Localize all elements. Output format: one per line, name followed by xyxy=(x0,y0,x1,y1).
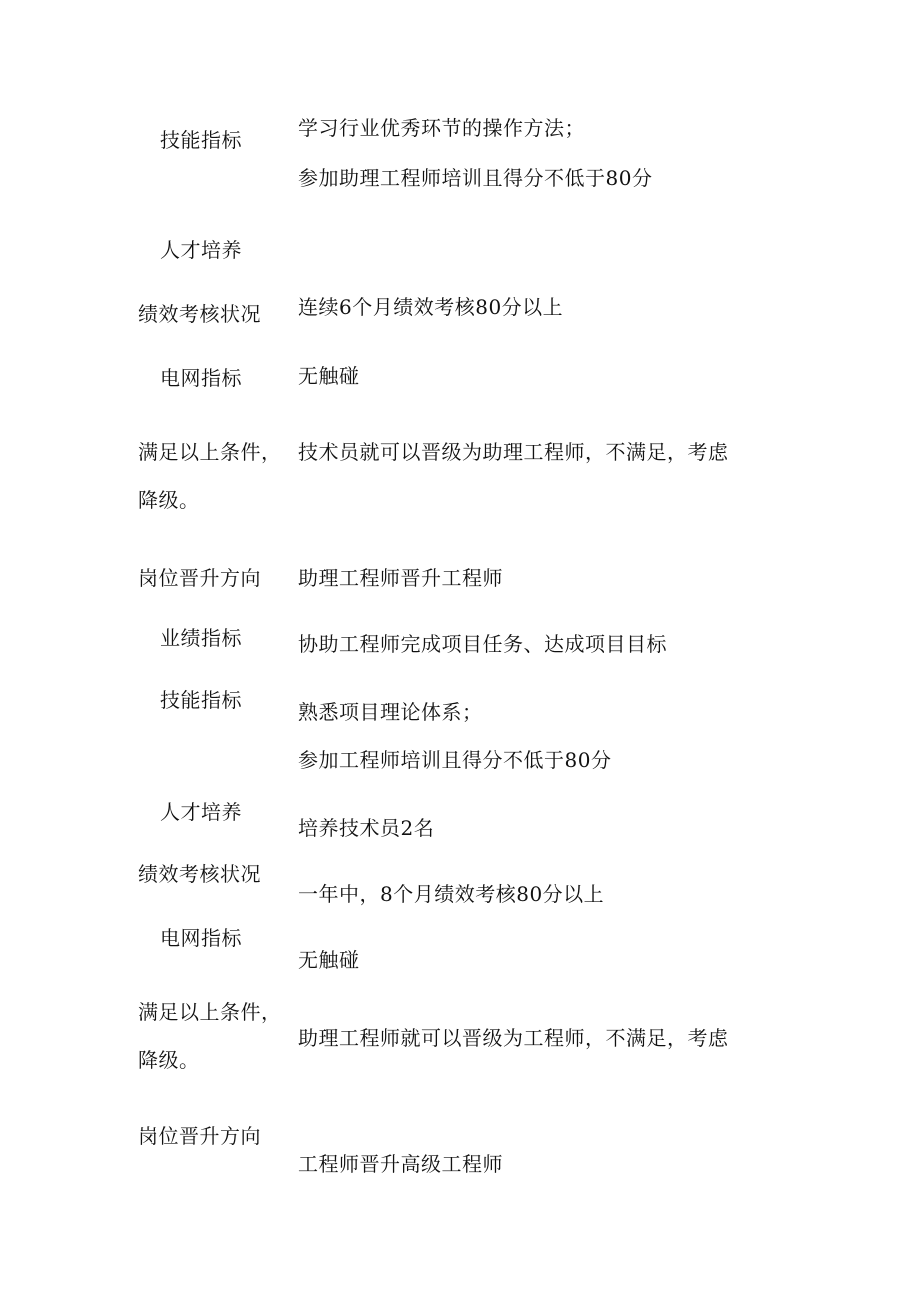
performance-review-label-2: 绩效考核状况 xyxy=(138,862,261,886)
condition-label-2-line-1: 满足以上条件， xyxy=(138,1000,282,1024)
condition-label-2-line-2: 降级。 xyxy=(138,1048,200,1072)
skill-indicator-label: 技能指标 xyxy=(160,128,242,152)
promotion-direction-value-3: 工程师晋升高级工程师 xyxy=(298,1152,503,1176)
skill-indicator-line-2: 参加助理工程师培训且得分不低于80分 xyxy=(298,166,653,190)
condition-label-line-1: 满足以上条件， xyxy=(138,440,282,464)
promotion-direction-label: 岗位晋升方向 xyxy=(138,566,261,590)
grid-indicator-value: 无触碰 xyxy=(298,364,360,388)
skill-indicator-2-line-1: 熟悉项目理论体系； xyxy=(298,700,483,724)
achievement-indicator-label: 业绩指标 xyxy=(160,626,242,650)
performance-review-label: 绩效考核状况 xyxy=(138,302,261,326)
skill-indicator-label-2: 技能指标 xyxy=(160,688,242,712)
performance-review-value-2: 一年中，8个月绩效考核80分以上 xyxy=(298,882,605,906)
grid-indicator-label: 电网指标 xyxy=(160,366,242,390)
performance-review-value: 连续6个月绩效考核80分以上 xyxy=(298,295,564,319)
talent-training-label-2: 人才培养 xyxy=(160,800,242,824)
grid-indicator-label-2: 电网指标 xyxy=(160,926,242,950)
skill-indicator-2-line-2: 参加工程师培训且得分不低于80分 xyxy=(298,748,612,772)
condition-value: 技术员就可以晋级为助理工程师，不满足，考虑 xyxy=(298,440,729,464)
grid-indicator-value-2: 无触碰 xyxy=(298,948,360,972)
talent-training-value-2: 培养技术员2名 xyxy=(298,816,435,840)
achievement-indicator-value: 协助工程师完成项目任务、达成项目目标 xyxy=(298,632,667,656)
talent-training-label: 人才培养 xyxy=(160,238,242,262)
skill-indicator-line-1: 学习行业优秀环节的操作方法； xyxy=(298,116,585,140)
promotion-direction-label-3: 岗位晋升方向 xyxy=(138,1124,261,1148)
promotion-direction-value: 助理工程师晋升工程师 xyxy=(298,566,503,590)
condition-value-2: 助理工程师就可以晋级为工程师，不满足，考虑 xyxy=(298,1026,729,1050)
condition-label-line-2: 降级。 xyxy=(138,488,200,512)
